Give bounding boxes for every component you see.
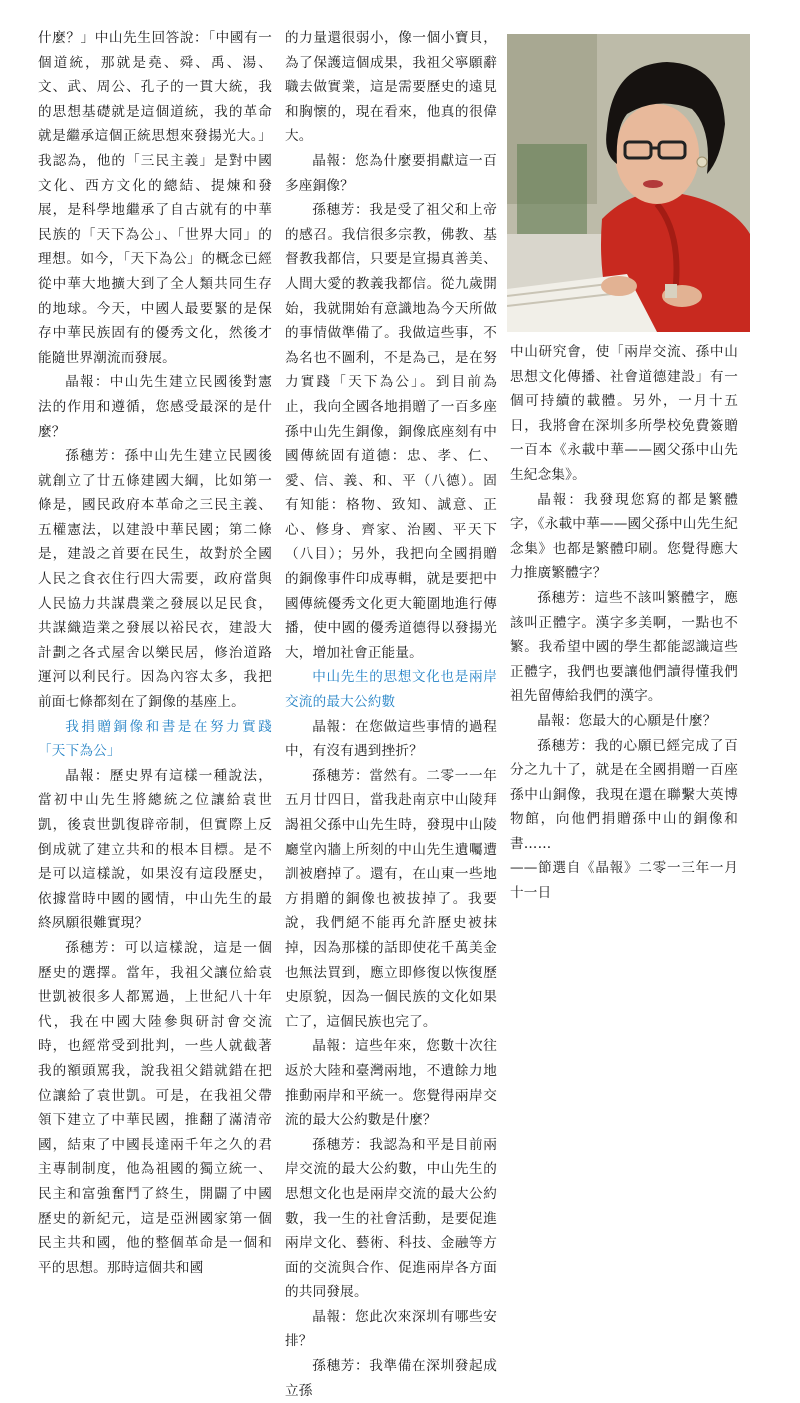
article-column-2 (285, 26, 497, 1403)
paragraph: 孫穗芳：孫中山先生建立民國後就創立了廿五條建國大綱，比如第一條是，國民政府本革命之三民主義、五權憲法，以建設中華民國；第二條是，建設之首要在民生，故對於全國人民之食衣住行四大需要，政府當與人民協力共謀農業之發展以足民食，共謀織造業之發展以裕民衣，建設大計劃之各式屋舍以樂民居，修治道路運河以利民行。因為內容太多，我把前面七條都刻在了銅像的基座上。 (38, 448, 272, 711)
paragraph: 孫穗芳：當然有。二零一一年五月廿四日，當我赴南京中山陵拜謁祖父孫中山先生時，發現中山陵廳堂內牆上所刻的中山先生遺囑遭訓被磨掉了。還有，在山東一些地方捐贈的銅像也被拔掉了。我要說，我們絕不能再允許歷史被抹掉，因為那樣的話即使花千萬美金也無法買到，應立即修復以恢復歷史原貌，因為一個民族的文化如果亡了，這個民族也完了。 (285, 767, 497, 1030)
article-column-1 (38, 26, 272, 1280)
paragraph: 晶報：您最大的心願是什麼？ (537, 712, 717, 729)
source-credit: ——節選自《晶報》二零一三年一月十一日 (510, 860, 738, 902)
paragraph: 孫穗芳：這些不該叫繁體字，應該叫正體字。漢字多美啊，一點也不繁。我希望中國的學生都能認識這些正體字，我們也要讓他們讀得懂我們祖先留傳給我們的漢字。 (510, 589, 738, 705)
paragraph: 孫穗芳：我準備在深圳發起成立孫 (285, 1358, 497, 1399)
paragraph: 晶報：在您做這些事情的過程中，有沒有遇到挫折？ (285, 718, 497, 760)
paragraph: 孫穗芳：我的心願已經完成了百分之九十了，就是在全國捐贈一百座孫中山銅像，我現在還在聯繫大英博物館，向他們捐贈孫中山的銅像和書…… (510, 737, 738, 852)
paragraph: 晶報：我發現您寫的都是繁體字，《永載中華——國父孫中山先生紀念集》也都是繁體印刷。您覺得應大力推廣繁體字？ (510, 491, 738, 582)
paragraph: 晶報：您為什麼要捐獻這一百多座銅像？ (285, 152, 497, 194)
photo-illustration (507, 34, 750, 332)
paragraph: 孫穗芳：我認為和平是目前兩岸交流的最大公約數，中山先生的思想文化也是兩岸交流的最大公約數，我一生的社會活動，是要促進兩岸文化、藝術、科技、金融等方面的交流與合作、促進兩岸各方面的共同發展。 (285, 1136, 497, 1301)
paragraph: 中山研究會，使「兩岸交流、孫中山思想文化傳播、社會道德建設」有一個可持續的載體。另外，一月十五日，我將會在深圳多所學校免費簽贈一百本《永載中華——國父孫中山先生紀念集》。 (510, 344, 738, 483)
paragraph: 的力量還很弱小，像一個小寶貝，為了保護這個成果，我祖父寧願辭職去做實業，這是需要歷史的遠見和胸懷的，現在看來，他真的很偉大。 (285, 30, 497, 145)
section-heading: 中山先生的思想文化也是兩岸交流的最大公約數 (285, 669, 497, 711)
paragraph: 什麼？」中山先生回答說：「中國有一個道統，那就是堯、舜、禹、湯、文、武、周公、孔子的一貫大統，我的思想基礎就是這個道統，我的革命就是繼承這個正統思想來發揚光大。」我認為，他的「三民主義」是對中國文化、西方文化的總結、提煉和發展，是科學地繼承了自古就有的中華民族的「天下為公」、「世界大同」的理想。如今，「天下為公」的概念已經從中華大地擴大到了全人類共同生存的地球。今天，中國人最要緊的是保存中華民族固有的優秀文化，然後才能隨世界潮流而發展。 (38, 30, 272, 366)
paragraph: 晶報：您此次來深圳有哪些安排？ (285, 1308, 497, 1350)
paragraph: 晶報：歷史界有這樣一種說法，當初中山先生將總統之位讓給袁世凱，後袁世凱復辟帝制，但實際上反倒成就了建立共和的根本目標。是不是可以這樣說，如果沒有這段歷史，依據當時中國的國情，中山先生的最終夙願很難實現？ (38, 767, 272, 932)
woman-reading-book-photo (507, 34, 750, 332)
paragraph: 晶報：中山先生建立民國後對憲法的作用和遵循，您感受最深的是什麼？ (38, 374, 272, 440)
paragraph: 孫穗芳：我是受了祖父和上帝的感召。我信很多宗教，佛教、基督教我都信，只要是宣揚真善美、人間大愛的教義我都信。從九歲開始，我就開始有意識地為今天所做的事情做準備了。我做這些事，不為名也不圖利，不是為己，是在努力實踐「天下為公」。到目前為止，我向全國各地捐贈了一百多座孫中山先生銅像，銅像底座刻有中國傳統固有道德：忠、孝、仁、愛、信、義、和、平（八德）。固有知能：格物、致知、誠意、正心、修身、齊家、治國、平天下（八目）；另外，我把向全國捐贈的銅像事件印成專輯，就是要把中國傳統優秀文化更大範圍地進行傳播，使中國的優秀道德得以發揚光大，增加社會正能量。 (285, 202, 497, 661)
paragraph: 晶報：這些年來，您數十次往返於大陸和臺灣兩地，不遺餘力地推動兩岸和平統一。您覺得兩岸交流的最大公約數是什麼？ (285, 1038, 497, 1129)
section-heading: 我捐贈銅像和書是在努力實踐「天下為公」 (38, 718, 272, 760)
article-column-3 (510, 340, 738, 906)
paragraph: 孫穗芳：可以這樣說，這是一個歷史的選擇。當年，我祖父讓位給袁世凱被很多人都罵過，上世紀八十年代，我在中國大陸參與研討會交流時，也經常受到批判，一些人就截著我的額頭罵我，說我祖父錯就錯在把位讓給了袁世凱。可是，在我祖父帶領下建立了中華民國，推翻了滿清帝國，結束了中國長達兩千年之久的君主專制制度，他為祖國的獨立統一、民主和富強奮鬥了終生，開闢了中國歷史的新紀元，這是亞洲國家第一個民主共和國，他的整個革命是一個和平的思想。那時這個共和國 (38, 939, 272, 1276)
